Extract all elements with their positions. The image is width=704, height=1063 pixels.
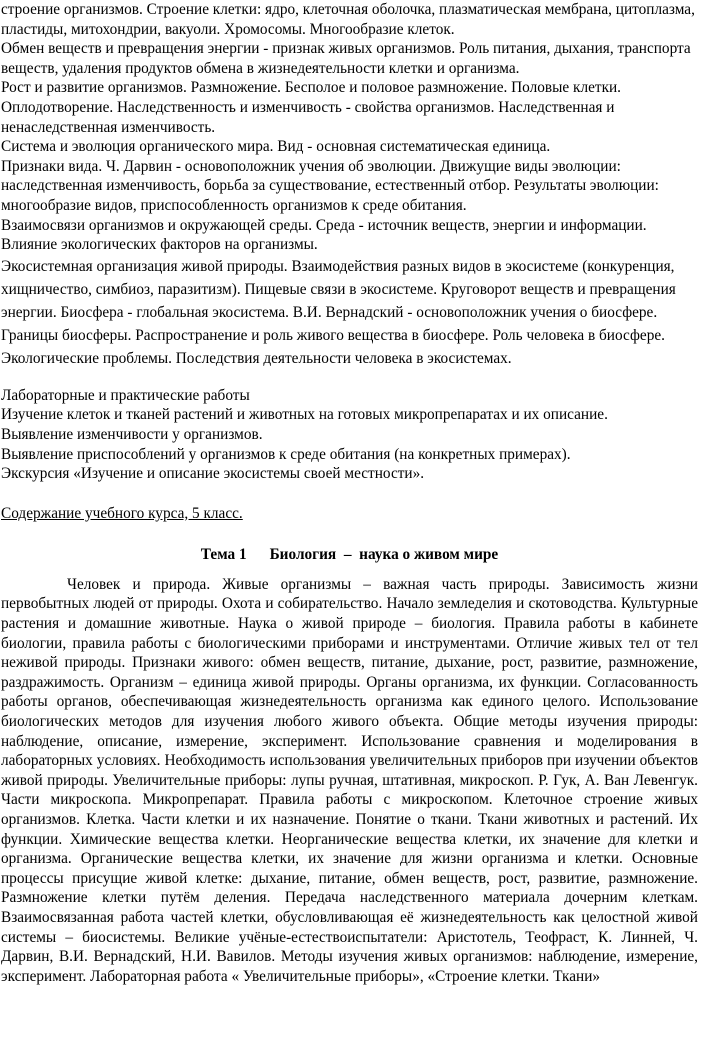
topic-title: Тема 1 Биология – наука о живом мире (200, 546, 499, 564)
paragraph-species-signs: Признаки вида. Ч. Дарвин - основоположник учения об эволюции. Движущие виды эволюции: наследственная изменчивость, борьба за существование, естественный отбор. Результаты эволюции: многообразие видов, приспособленность организмов к среде обитания. (1, 157, 659, 214)
paragraph-metabolism: Обмен веществ и превращения энергии - признак живых организмов. Роль питания, дыхания, транспорта веществ, удаления продуктов обмена в жизнедеятельности клетки и организма. (1, 40, 691, 77)
paragraph-evolution-system: Система и эволюция органического мира. Вид - основная систематическая единица. (1, 138, 551, 156)
labs-heading: Лабораторные и практические работы (1, 386, 250, 404)
lab-item-adaptations: Выявление приспособлений у организмов к среде обитания (на конкретных примерах). (1, 445, 571, 463)
lab-item-variability: Выявление изменчивости у организмов. (1, 425, 263, 443)
lab-item-excursion: Экскурсия «Изучение и описание экосистемы своей местности». (1, 465, 425, 483)
paragraph-ecosystem: Экосистемная организация живой природы. Взаимодействия разных видов в экосистеме (конкуренция, хищничество, симбиоз, паразитизм). Пищевые связи в экосистеме. Круговорот веществ и превращения энергии. Биосфера - глобальная экосистема. В.И. Вернадский - основоположник учения о биосфере. Границы биосферы. Распространение и роль живого вещества в биосфере. Роль человека в биосфере. Экологические проблемы. Последствия деятельности человека в экосистемах. (1, 257, 676, 367)
section-ecosystem (1, 255, 698, 370)
course-section (1, 504, 698, 524)
paragraph-growth-reproduction: Рост и развитие организмов. Размножение. Бесполое и половое размножение. Половые клетки. Оплодотворение. Наследственность и изменчивость - свойства организмов. Наследственная и ненаследственная изменчивость. (1, 79, 622, 136)
topic-body (1, 575, 698, 986)
course-content-link[interactable]: Содержание учебного курса, 5 класс. (1, 504, 243, 522)
paragraph-environment: Взаимосвязи организмов и окружающей среды. Среда - источник веществ, энергии и информации. Влияние экологических факторов на организмы. (1, 216, 647, 254)
lab-item-cells: Изучение клеток и тканей растений и животных на готовых микропрепаратах и их описание. (1, 406, 608, 424)
labs-section (1, 386, 698, 484)
section-biology-overview (1, 0, 698, 255)
topic-body-paragraph: Человек и природа. Живые организмы – важная часть природы. Зависимость жизни первобытных людей от природы. Охота и собирательство. Начало земледелия и скотоводства. Культурные растения и домашние животные. Наука о живой природе – биология. Правила работы в кабинете биологии, правила работы с биологическими приборами и инструментами. Отличие живых тел от тел неживой природы. Признаки живого: обмен веществ, питание, дыхание, рост, развитие, размножение, раздражимость. Организм – единица живой природы. Органы организма, их функции. Согласованность работы органов, обеспечивающая жизнедеятельность организма как единого целого. Использование биологических методов для изучения любого живого объекта. Общие методы изучения природы: наблюдение, описание, измерение, эксперимент. Использование сравнения и моделирования в лабораторных условиях. Необходимость использования увеличительных приборов при изучении объектов живой природы. Увеличительные приборы: лупы ручная, штативная, микроскоп. Р. Гук, А. Ван Левенгук. Части микроскопа. Микропрепарат. Правила работы с микроскопом. Клеточное строение живых организмов. Клетка. Части клетки и их назначение. Понятие о ткани. Ткани животных и растений. Их функции. Химические вещества клетки. Неорганические вещества клетки, их значение для клетки и организма. Органические вещества клетки, их значение для жизни организма и клетки. Основные процессы присущие живой клетке: дыхание, питание, обмен веществ, рост, развитие, размножение. Размножение клетки путём деления. Передача наследственного материала дочерним клеткам. Взаимосвязанная работа частей клетки, обусловливающая её жизнедеятельность как целостной живой системы – биосистемы. Великие учёные-естествоиспытатели: Аристотель, Теофраст, К. Линней, Ч. Дарвин, В.И. Вернадский, Н.И. Вавилов. Методы изучения живых организмов: наблюдение, измерение, эксперимент. Лабораторная работа « Увеличительные приборы», «Строение клетки. Ткани» (1, 575, 698, 985)
paragraph-cell-structure: строение организмов. Строение клетки: ядро, клеточная оболочка, плазматическая мембрана, цитоплазма, пластиды, митохондрии, вакуоли. Хромосомы. Многообразие клеток. (1, 1, 695, 38)
